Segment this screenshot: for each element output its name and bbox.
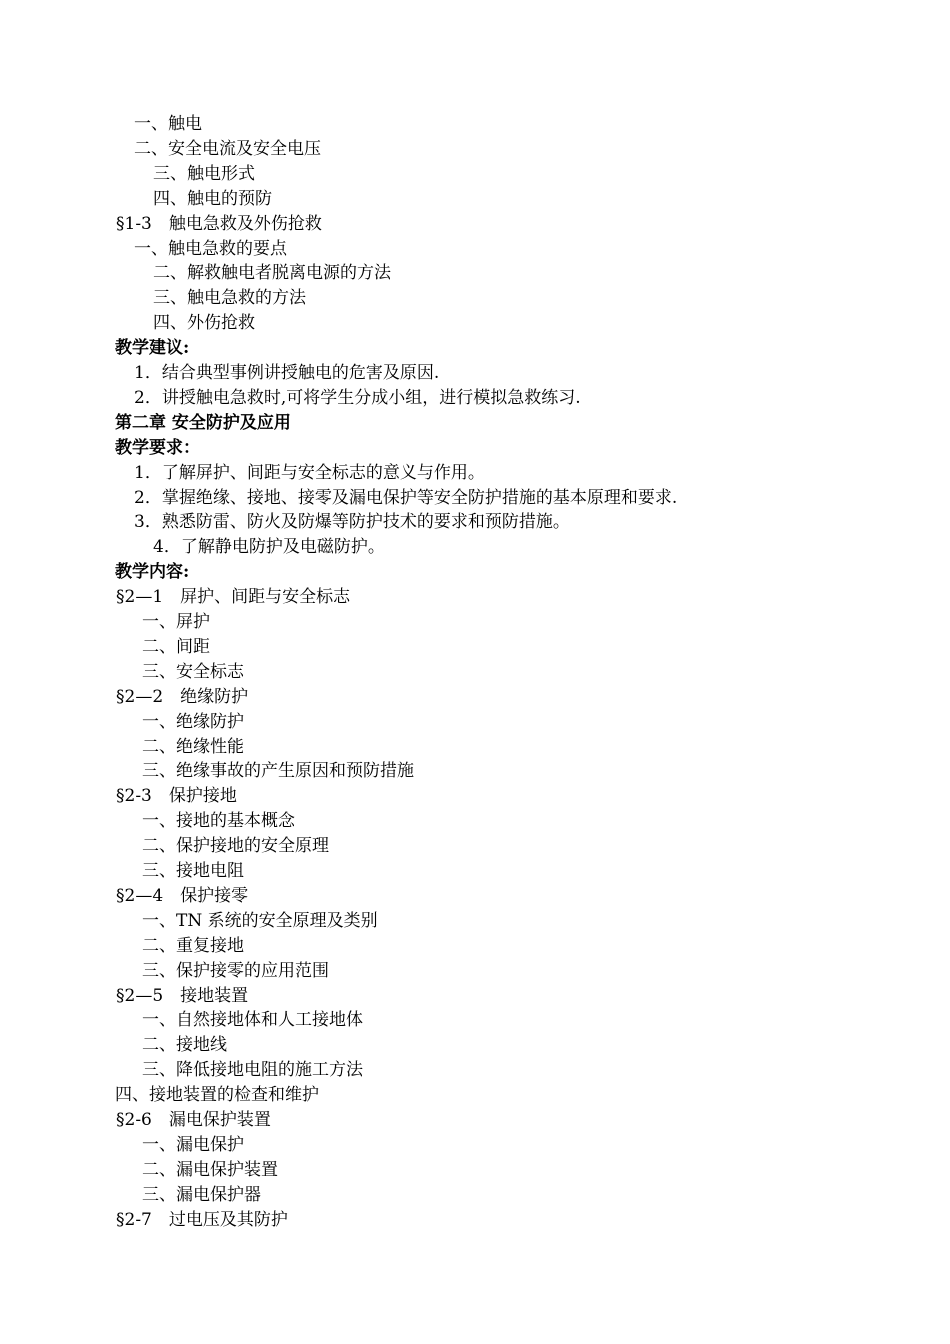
- outline-item: 2．讲授触电急救时,可将学生分成小组，进行模拟急救练习.: [134, 388, 581, 408]
- outline-item: 三、绝缘事故的产生原因和预防措施: [142, 761, 414, 781]
- outline-item: §2—5 接地装置: [116, 986, 249, 1006]
- outline-item: §2-6 漏电保护装置: [116, 1110, 271, 1130]
- outline-item: §2-7 过电压及其防护: [116, 1210, 288, 1230]
- outline-item: 1．了解屏护、间距与安全标志的意义与作用。: [134, 463, 485, 483]
- outline-item: 四、触电的预防: [153, 189, 272, 209]
- outline-item: 三、触电形式: [153, 164, 255, 184]
- outline-item: 三、保护接零的应用范围: [142, 961, 329, 981]
- outline-item: 三、安全标志: [142, 662, 244, 682]
- outline-item: 四、接地装置的检查和维护: [115, 1085, 319, 1105]
- outline-item: 一、触电急救的要点: [134, 239, 287, 259]
- outline-item: 三、触电急救的方法: [153, 288, 306, 308]
- outline-item: §1-3 触电急救及外伤抢救: [116, 214, 322, 234]
- outline-item: §2—2 绝缘防护: [116, 687, 249, 707]
- outline-item: 一、触电: [134, 114, 202, 134]
- outline-item: 三、降低接地电阻的施工方法: [142, 1060, 363, 1080]
- outline-item: 二、间距: [142, 637, 210, 657]
- outline-item: 1．结合典型事例讲授触电的危害及原因.: [134, 363, 440, 383]
- outline-item: 二、保护接地的安全原理: [142, 836, 329, 856]
- section-heading: 教学内容:: [115, 562, 190, 582]
- outline-item: 4．了解静电防护及电磁防护。: [153, 537, 385, 557]
- outline-item: 二、绝缘性能: [142, 737, 244, 757]
- section-heading: 第二章 安全防护及应用: [115, 413, 291, 433]
- outline-item: 2．掌握绝缘、接地、接零及漏电保护等安全防护措施的基本原理和要求.: [134, 488, 678, 508]
- outline-item: 三、漏电保护器: [142, 1185, 261, 1205]
- outline-item: 一、漏电保护: [142, 1135, 244, 1155]
- outline-item: 一、屏护: [142, 612, 210, 632]
- outline-item: 二、接地线: [142, 1035, 227, 1055]
- outline-item: 一、绝缘防护: [142, 712, 244, 732]
- section-heading: 教学要求：: [115, 438, 200, 458]
- outline-item: 二、漏电保护装置: [142, 1160, 278, 1180]
- outline-item: 二、重复接地: [142, 936, 244, 956]
- outline-item: 三、接地电阻: [142, 861, 244, 881]
- outline-item: §2—1 屏护、间距与安全标志: [116, 587, 351, 607]
- outline-item: 3．熟悉防雷、防火及防爆等防护技术的要求和预防措施。: [134, 512, 570, 532]
- outline-item: 四、外伤抢救: [153, 313, 255, 333]
- outline-item: 二、解救触电者脱离电源的方法: [153, 263, 391, 283]
- outline-item: 一、TN 系统的安全原理及类别: [142, 911, 378, 931]
- outline-item: 一、接地的基本概念: [142, 811, 295, 831]
- outline-item: 一、自然接地体和人工接地体: [142, 1010, 363, 1030]
- section-heading: 教学建议:: [115, 338, 190, 358]
- outline-item: §2—4 保护接零: [116, 886, 249, 906]
- outline-item: 二、安全电流及安全电压: [134, 139, 321, 159]
- outline-item: §2-3 保护接地: [116, 786, 237, 806]
